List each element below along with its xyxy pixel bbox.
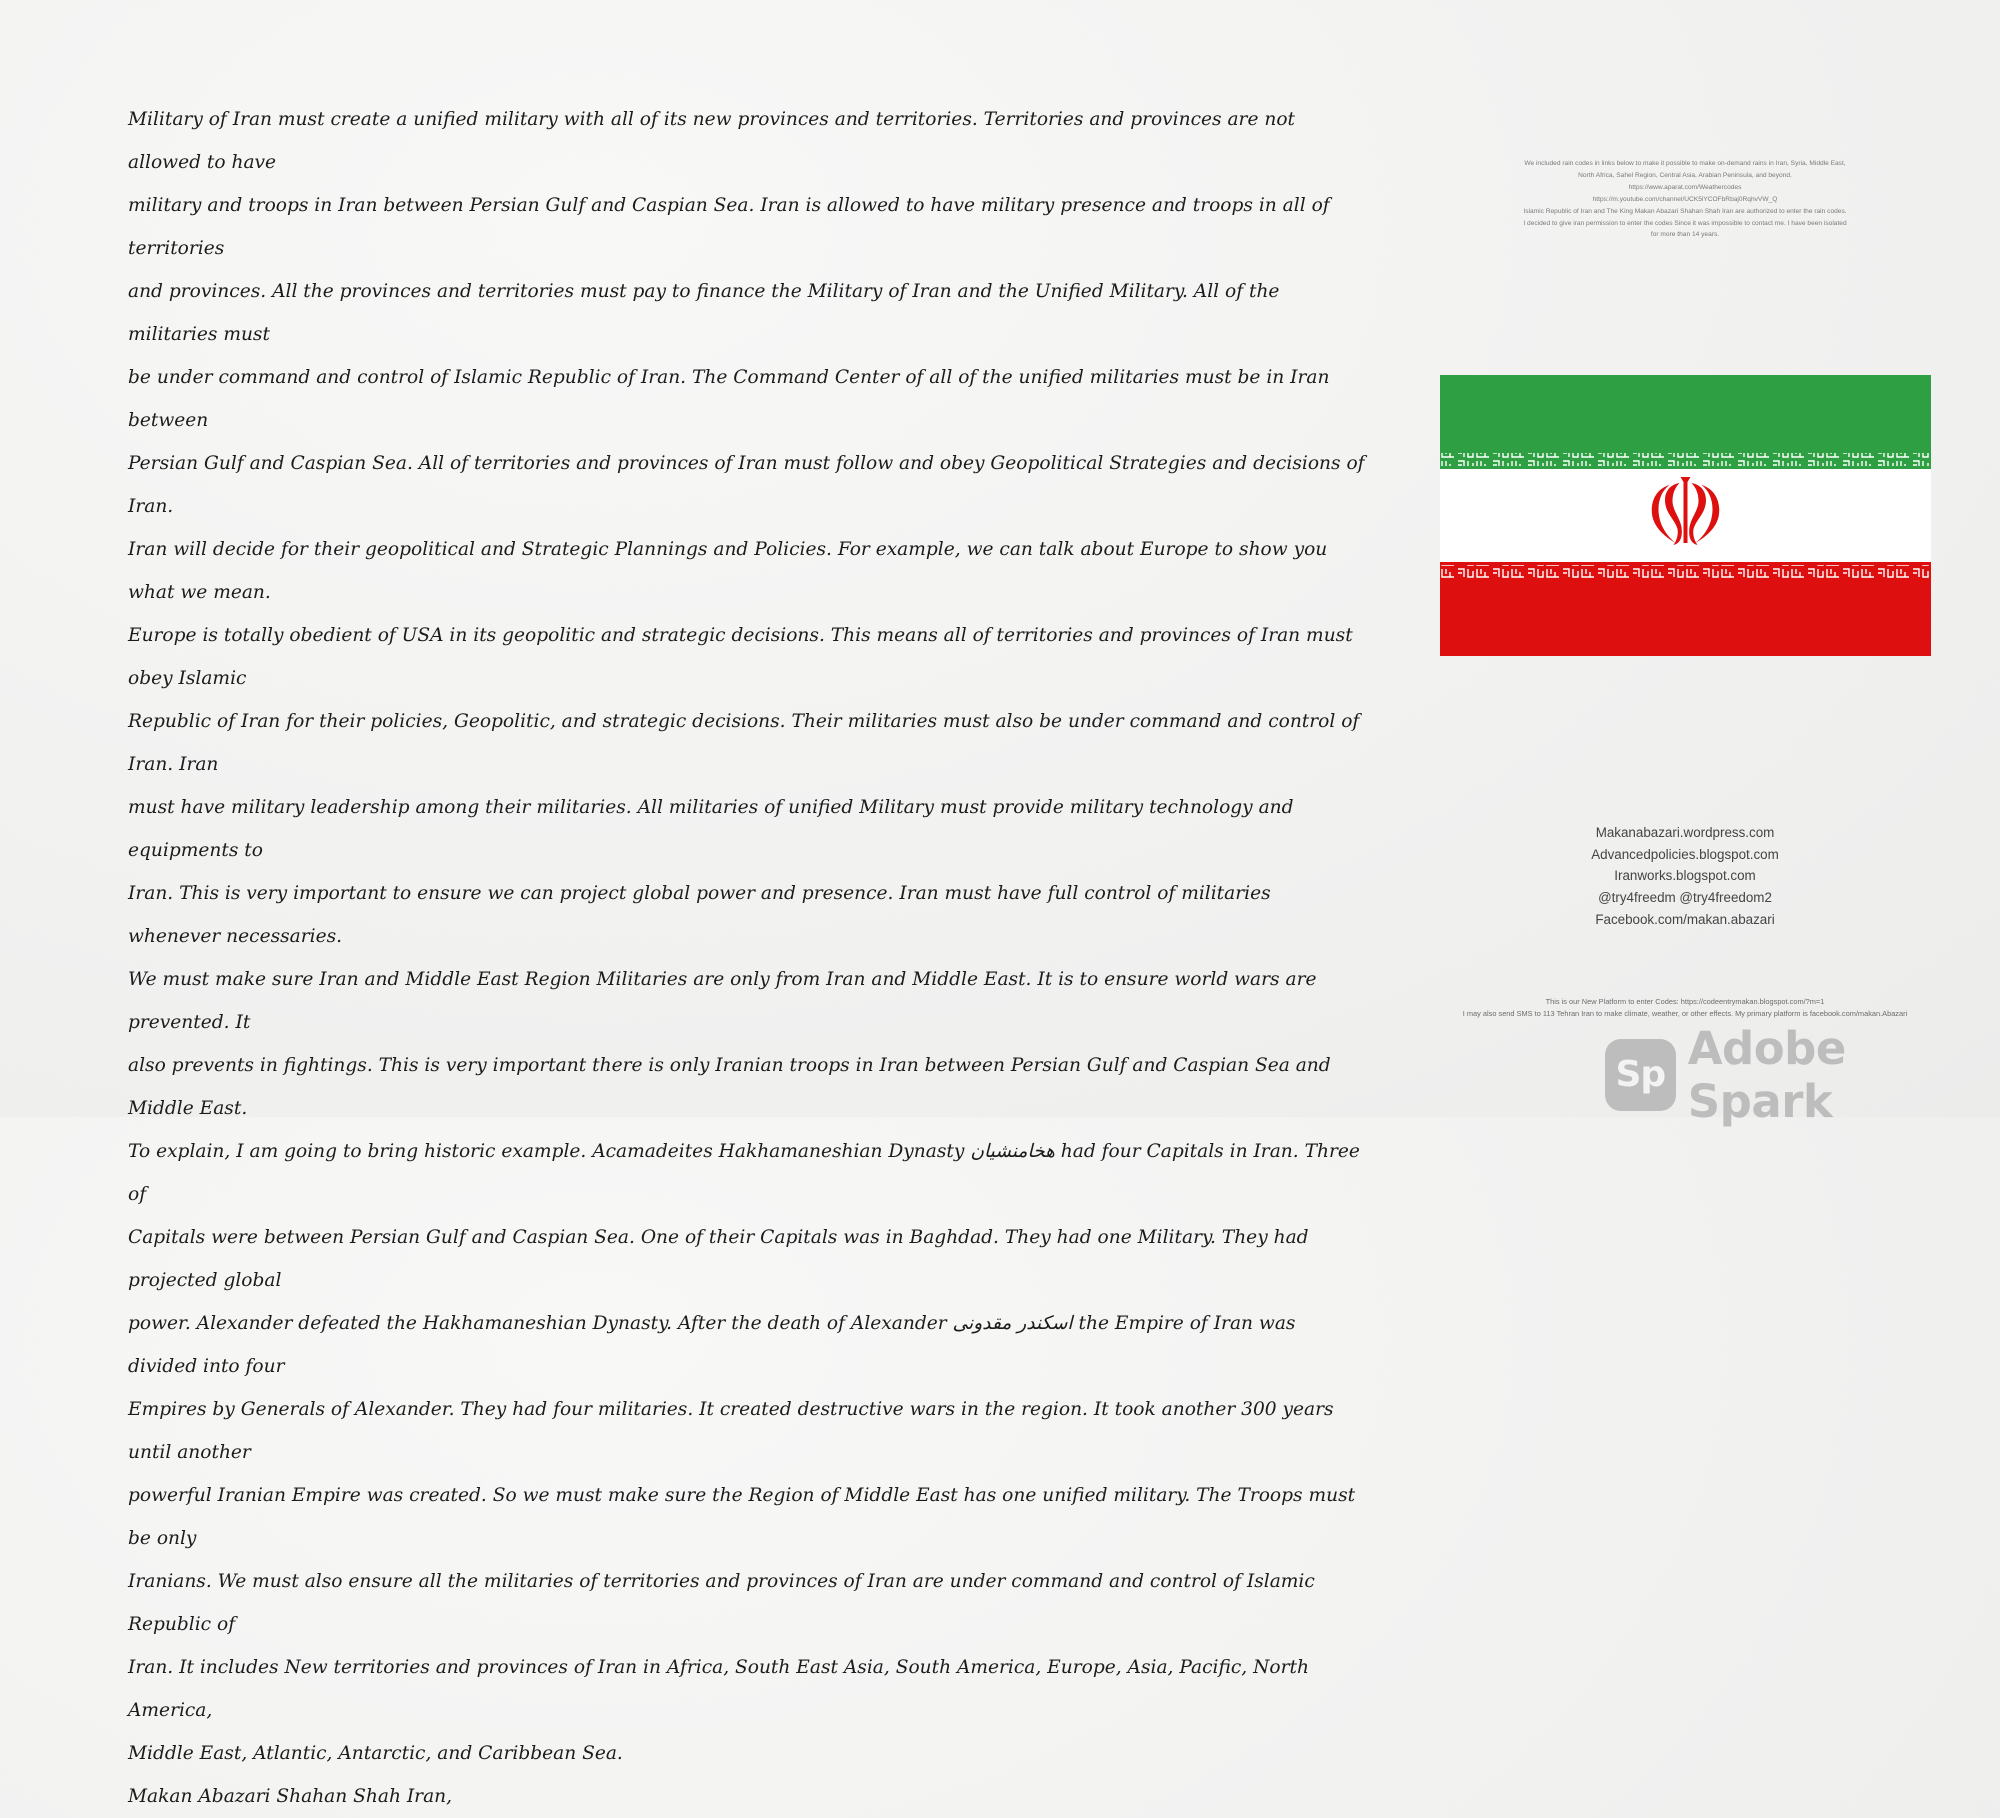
body-line: Iran. This is very important to ensure we can project global power and presence. Iran must have full control of militaries whenever necessaries. bbox=[128, 883, 1271, 947]
rain-note-line: I decided to give iran permission to enter the codes Since it was impossible to contact me. I have been isolated bbox=[1523, 219, 1847, 227]
rain-note-link[interactable]: https://www.aparat.com/Weathercodes bbox=[1628, 183, 1742, 191]
flag-green-band bbox=[1440, 453, 1931, 466]
body-line: military and troops in Iran between Persian Gulf and Caspian Sea. Iran is allowed to have military presence and troops in all of territories bbox=[128, 195, 1330, 259]
rain-note-line: for more than 14 years. bbox=[1650, 231, 1720, 239]
links-list bbox=[1540, 822, 1830, 931]
body-line: Capitals were between Persian Gulf and Caspian Sea. One of their Capitals was in Baghdad. They had one Military. They had projected global bbox=[128, 1227, 1309, 1291]
link-advancedpolicies[interactable]: Advancedpolicies.blogspot.com bbox=[1591, 846, 1779, 862]
rain-note-line: Islamic Republic of Iran and The King Makan Abazari Shahan Shah Iran are authorized to enter the rain codes. bbox=[1523, 207, 1847, 215]
footer-note-line: This is our New Platform to enter Codes: https://codeentrymakan.blogspot.com/?m=1 bbox=[1545, 997, 1825, 1006]
body-line: Middle East, Atlantic, Antarctic, and Caribbean Sea. bbox=[128, 1743, 623, 1764]
spark-logo-icon: Sp bbox=[1605, 1039, 1676, 1111]
body-line: Iran. It includes New territories and provinces of Iran in Africa, South East Asia, South America, Europe, Asia, Pacific, North America, bbox=[128, 1657, 1309, 1721]
footer-note bbox=[1400, 996, 1970, 1020]
signature-line: Makan Abazari Shahan Shah Iran, bbox=[128, 1786, 453, 1807]
spark-wordmark: Adobe Spark bbox=[1687, 1021, 1846, 1128]
body-line: and provinces. All the provinces and territories must pay to finance the Military of Iran and the Unified Military. All of the militaries must bbox=[128, 281, 1280, 345]
adobe-spark-watermark bbox=[1605, 1021, 2000, 1128]
link-facebook[interactable]: Facebook.com/makan.abazari bbox=[1595, 911, 1775, 927]
link-twitter-handles[interactable]: @try4freedm @try4freedom2 bbox=[1598, 890, 1772, 906]
body-line: Iranians. We must also ensure all the militaries of territories and provinces of Iran are under command and control of Islamic Republic of bbox=[128, 1571, 1315, 1635]
body-line: Iran will decide for their geopolitical and Strategic Plannings and Policies. For example, we can talk about Europe to show you what we mean. bbox=[128, 539, 1328, 603]
footer-note-line: I may also send SMS to 113 Tehran Iran to make climate, weather, or other effects. My primary platform is facebook.com/makan.Abazari bbox=[1462, 1009, 1908, 1018]
body-line: We must make sure Iran and Middle East Region Militaries are only from Iran and Middle East. It is to ensure world wars are prevented. It bbox=[128, 969, 1317, 1033]
body-line: Republic of Iran for their policies, Geopolitic, and strategic decisions. Their militaries must also be under command and control of Iran. Iran bbox=[128, 711, 1360, 775]
body-line: powerful Iranian Empire was created. So we must make sure the Region of Middle East has one unified military. The Troops must be only bbox=[128, 1485, 1356, 1549]
rain-note-line: We included rain codes in links below to make it possible to make on-demand rains in Iran, Syria, Middle East, bbox=[1524, 160, 1846, 167]
rain-note-link[interactable]: https://m.youtube.com/channel/UCK5lYCOFbRbaj0RqhvVW_Q bbox=[1592, 195, 1778, 203]
body-line: Empires by Generals of Alexander. They had four militaries. It created destructive wars in the region. It took another 300 years until another bbox=[128, 1399, 1334, 1463]
body-line: Military of Iran must create a unified military with all of its new provinces and territories. Territories and provinces are not allowed to have bbox=[128, 109, 1296, 173]
link-iranworks[interactable]: Iranworks.blogspot.com bbox=[1614, 868, 1756, 884]
body-line: To explain, I am going to bring historic example. Acamadeites Hakhamaneshian Dynasty هخامنشیان had four Capitals in Iran. Three of bbox=[128, 1141, 1360, 1205]
iran-flag bbox=[1440, 375, 1931, 656]
body-line: must have military leadership among their militaries. All militaries of unified Military must provide military technology and equipments to bbox=[128, 797, 1294, 861]
document-body bbox=[128, 98, 1368, 1818]
flag-red-band bbox=[1440, 565, 1931, 578]
body-line: power. Alexander defeated the Hakhamaneshian Dynasty. After the death of Alexander اسکندر مقدونی the Empire of Iran was divided into four bbox=[128, 1313, 1296, 1377]
link-wordpress[interactable]: Makanabazari.wordpress.com bbox=[1595, 825, 1775, 840]
body-line: also prevents in fightings. This is very important there is only Iranian troops in Iran between Persian Gulf and Caspian Sea and Middle East. bbox=[128, 1055, 1331, 1119]
body-line: Europe is totally obedient of USA in its geopolitic and strategic decisions. This means all of territories and provinces of Iran must obey Islamic bbox=[128, 625, 1353, 689]
rain-note-line: North Africa, Sahel Region, Central Asia, Arabian Peninsula, and beyond. bbox=[1578, 171, 1792, 179]
rain-codes-note bbox=[1490, 158, 1880, 241]
body-line: Persian Gulf and Caspian Sea. All of territories and provinces of Iran must follow and obey Geopolitical Strategies and decisions of Iran. bbox=[128, 453, 1365, 517]
body-line: be under command and control of Islamic Republic of Iran. The Command Center of all of the unified militaries must be in Iran between bbox=[128, 367, 1330, 431]
